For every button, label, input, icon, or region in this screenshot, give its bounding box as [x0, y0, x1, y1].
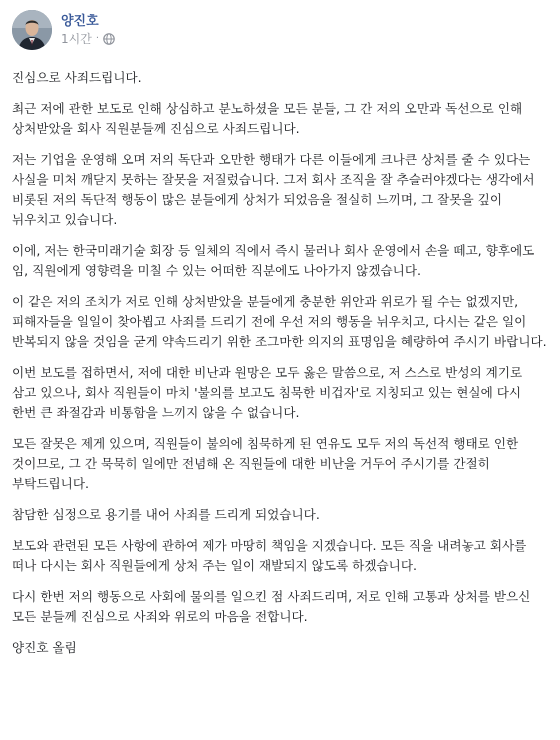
- post-paragraph: 모든 잘못은 제게 있으며, 직원들이 불의에 침묵하게 된 연유도 모두 저의 독선적 행태로 인한 것이므로, 그 간 묵묵히 일에만 전념해 온 직원들에 대한 비난을 거두어 주시기를 간절히 부탁드립니다.: [12, 436, 519, 491]
- post-paragraph: 저는 기업을 운영해 오며 저의 독단과 오만한 행태가 다른 이들에게 크나큰 상처를 줄 수 있다는 사실을 미처 깨닫지 못하는 잘못을 저질렀습니다. 그저 회사 조직을 잘 추슬러야겠다는 생각에서 비롯된 저의 독단적 행동이 많은 분들에게 상처가 되었음을 절실히 느끼며, 그 잘못을 깊이 뉘우치고 있습니다.: [12, 152, 535, 227]
- post-paragraph: 보도와 관련된 모든 사항에 관하여 제가 마땅히 책임을 지겠습니다. 모든 직을 내려놓고 회사를 떠나 다시는 회사 직원들에게 상처 주는 일이 재발되지 않도록 하겠습니다.: [12, 538, 527, 573]
- post-body: [12, 68, 548, 658]
- post-paragraph: 다시 한번 저의 행동으로 사회에 물의를 일으킨 점 사죄드리며, 저로 인해 고통과 상처를 받으신 모든 분들께 진심으로 사죄와 위로의 마음을 전합니다.: [12, 589, 531, 624]
- post-paragraph: 이에, 저는 한국미래기술 회장 등 일체의 직에서 즉시 물러나 회사 운영에서 손을 떼고, 향후에도 임, 직원에게 영향력을 미칠 수 있는 어떠한 직분에도 나아가지 않겠습니다.: [12, 243, 535, 278]
- author-name-link[interactable]: 양진호: [61, 14, 99, 29]
- globe-icon[interactable]: [103, 33, 115, 45]
- avatar-portrait-icon: [12, 10, 52, 50]
- post-paragraph: 이번 보도를 접하면서, 저에 대한 비난과 원망은 모두 옳은 말씀으로, 저 스스로 반성의 계기로 삼고 있으나, 회사 직원들이 마치 '불의를 보고도 침묵한 비겁자'로 지칭되고 있는 현실에 다시 한번 큰 좌절감과 비통함을 느끼지 않을 수 없습니다.: [12, 365, 523, 420]
- post-paragraph: 진심으로 사죄드립니다.: [12, 70, 142, 85]
- post-header-text: [61, 13, 115, 47]
- post-paragraph: 참담한 심정으로 용기를 내어 사죄를 드리게 되었습니다.: [12, 507, 320, 522]
- author-avatar[interactable]: [12, 10, 52, 50]
- post-meta: [61, 31, 115, 47]
- post-paragraph: 최근 저에 관한 보도로 인해 상심하고 분노하셨을 모든 분들, 그 간 저의 오만과 독선으로 인해 상처받았을 회사 직원분들께 진심으로 사죄드립니다.: [12, 101, 523, 136]
- post-signature: 양진호 올림: [12, 640, 77, 655]
- post-paragraph: 이 같은 저의 조치가 저로 인해 상처받았을 분들에게 충분한 위안과 위로가 될 수는 없겠지만, 피해자들을 일일이 찾아뵙고 사죄를 드리기 전에 우선 저의 행동을 뉘우치고, 다시는 같은 일이 반복되지 않을 것임을 굳게 약속드리기 위한 조그마한 의지의 표명임을 혜량하여 주시기 바랍니다.: [12, 294, 547, 349]
- post-header: [12, 10, 548, 50]
- meta-separator: ·: [95, 33, 100, 44]
- post-timestamp[interactable]: 1시간: [61, 32, 92, 46]
